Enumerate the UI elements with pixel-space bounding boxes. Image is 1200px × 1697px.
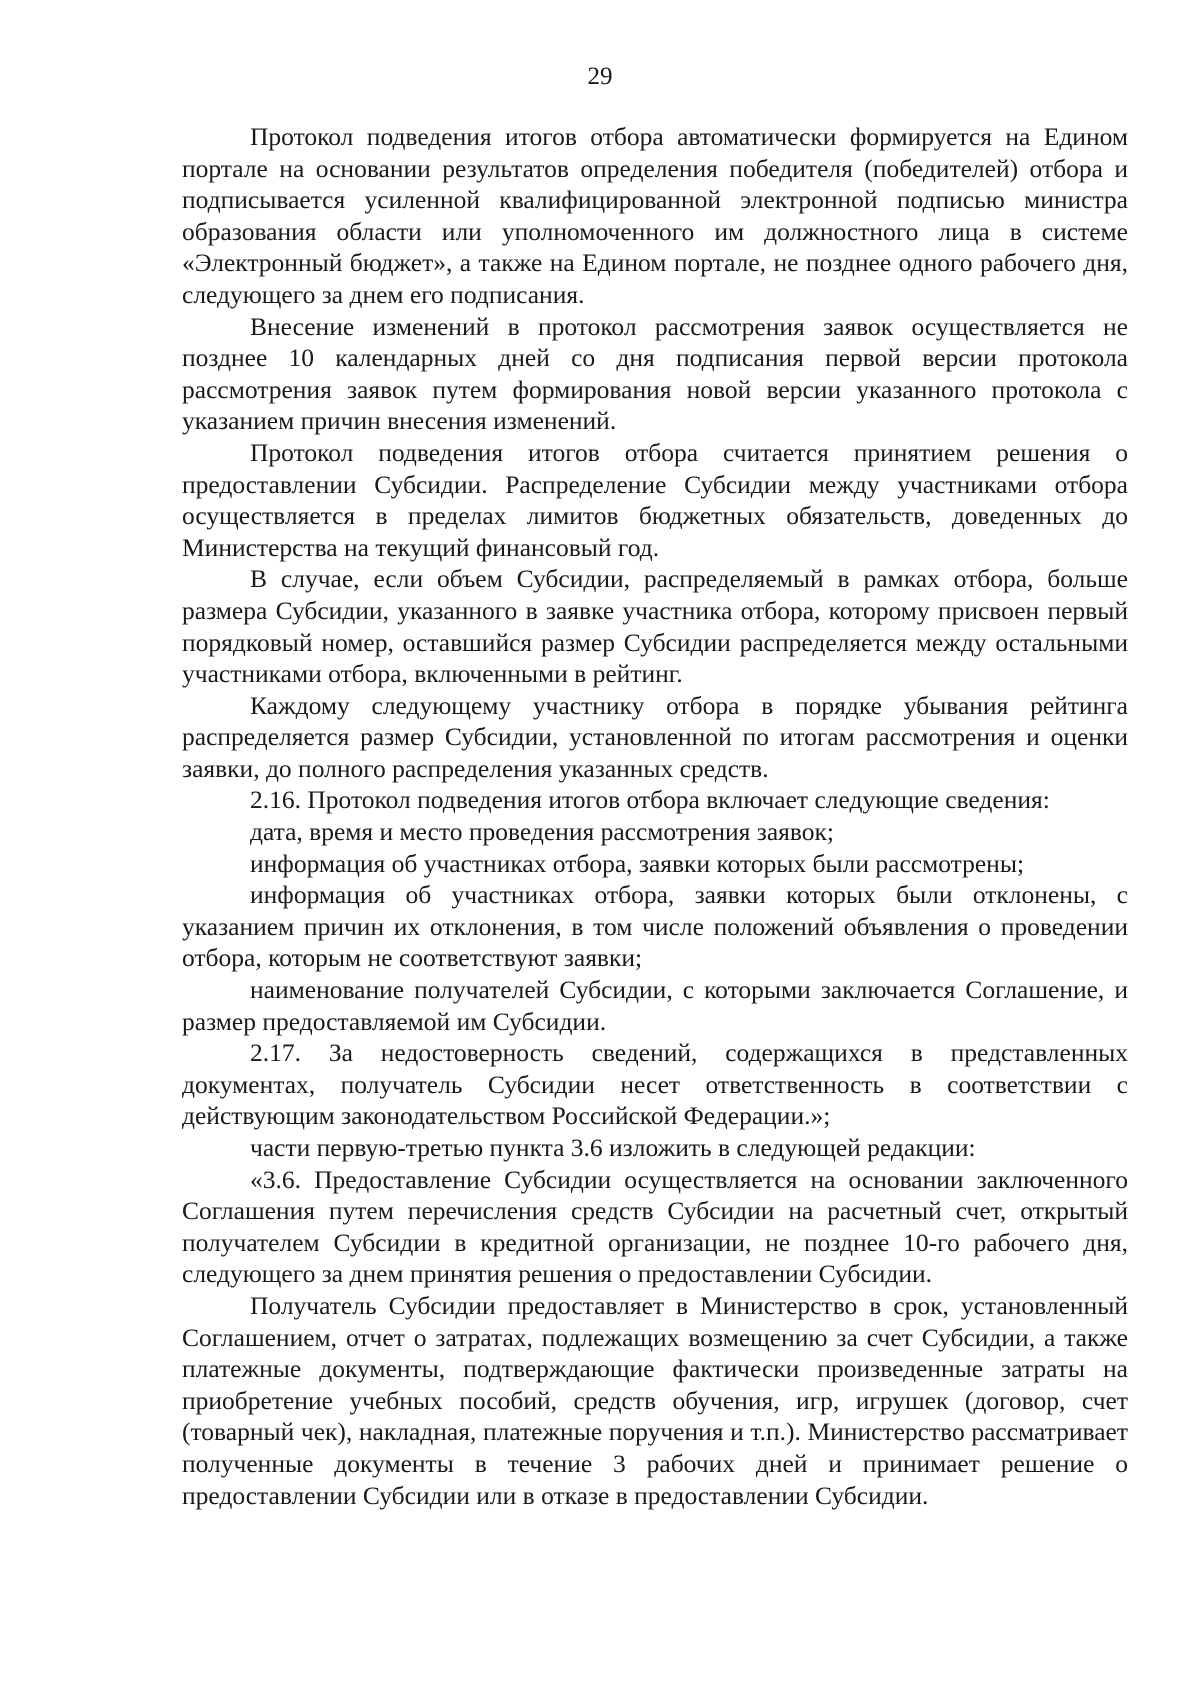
paragraph: В случае, если объем Субсидии, распределяемый в рамках отбора, больше размера Субсидии, указанного в заявке участника отбора, которому присвоен первый порядковый номер, оставшийся размер Субсидии распределяется между остальными участниками отбора, включенными в рейтинг. xyxy=(182,564,1128,689)
page-number: 29 xyxy=(587,63,613,90)
paragraph: информация об участниках отбора, заявки которых были отклонены, с указанием причин их отклонения, в том числе положений объявления о проведении отбора, которым не соответствуют заявки; xyxy=(182,880,1128,973)
paragraph: 2.17. За недостоверность сведений, содержащихся в представленных документах, получатель Субсидии несет ответственность в соответствии с действующим законодательством Российской Федерации.»; xyxy=(182,1038,1128,1131)
document-body xyxy=(182,121,1128,1511)
paragraph: Внесение изменений в протокол рассмотрения заявок осуществляется не позднее 10 календарных дней со дня подписания первой версии протокола рассмотрения заявок путем формирования новой версии указанного протокола с указанием причин внесения изменений. xyxy=(182,311,1128,436)
paragraph: информация об участниках отбора, заявки которых были рассмотрены; xyxy=(250,848,1025,878)
paragraph: дата, время и место проведения рассмотрения заявок; xyxy=(250,817,834,847)
paragraph: части первую-третью пункта 3.6 изложить в следующей редакции: xyxy=(250,1133,976,1162)
paragraph: «3.6. Предоставление Субсидии осуществляется на основании заключенного Соглашения путем перечисления средств Субсидии на расчетный счет, открытый получателем Субсидии в кредитной организации, не позднее 10-го рабочего дня, следующего за днем принятия решения о предоставлении Субсидии. xyxy=(182,1164,1128,1289)
paragraph: Каждому следующему участнику отбора в порядке убывания рейтинга распределяется размер Субсидии, установленной по итогам рассмотрения и оценки заявки, до полного распределения указанных средств. xyxy=(182,690,1128,783)
paragraph: 2.16. Протокол подведения итогов отбора включает следующие сведения: xyxy=(250,785,1050,815)
paragraph: Получатель Субсидии предоставляет в Министерство в срок, установленный Соглашением, отчет о затратах, подлежащих возмещению за счет Субсидии, а также платежные документы, подтверждающие фактически произведенные затраты на приобретение учебных пособий, средств обучения, игр, игрушек (договор, счет (товарный чек), накладная, платежные поручения и т.п.). Министерство рассматривает полученные документы в течение 3 рабочих дней и принимает решение о предоставлении Субсидии или в отказе в предоставлении Субсидии. xyxy=(182,1290,1128,1510)
paragraph: Протокол подведения итогов отбора автоматически формируется на Едином портале на основании результатов определения победителя (победителей) отбора и подписывается усиленной квалифицированной электронной подписью министра образования области или уполномоченного им должностного лица в системе «Электронный бюджет», а также на Едином портале, не позднее одного рабочего дня, следующего за днем его подписания. xyxy=(182,122,1128,309)
paragraph: наименование получателей Субсидии, с которыми заключается Соглашение, и размер предоставляемой им Субсидии. xyxy=(182,975,1128,1036)
paragraph: Протокол подведения итогов отбора считается принятием решения о предоставлении Субсидии. Распределение Субсидии между участниками отбора осуществляется в пределах лимитов бюджетных обязательств, доведенных до Министерства на текущий финансовый год. xyxy=(182,437,1128,562)
